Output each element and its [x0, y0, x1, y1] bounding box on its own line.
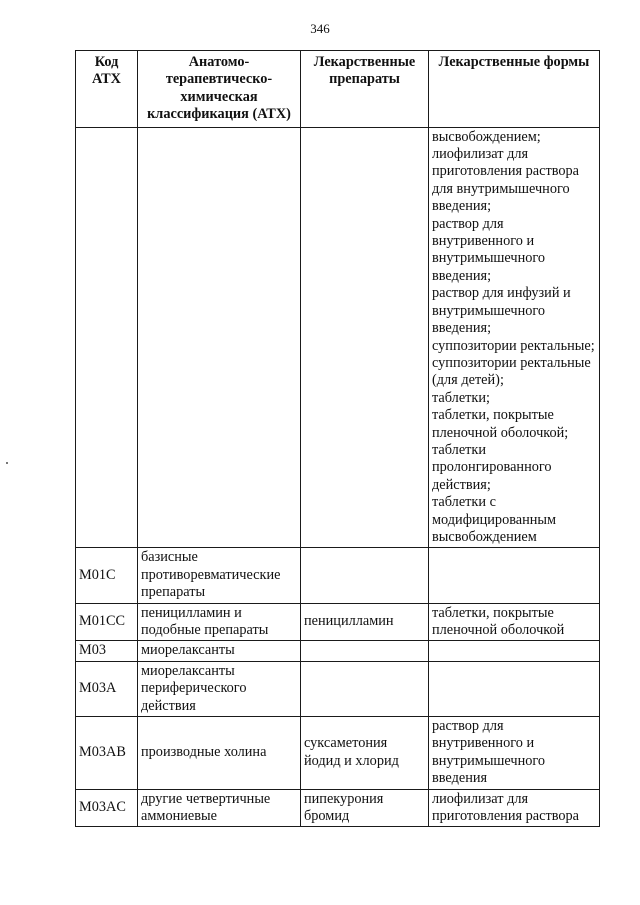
header-classification: Анатомо-терапевтическо-химическая классификация (АТХ)	[138, 51, 301, 128]
cell-drug	[301, 127, 429, 548]
form-item: раствор для инфузий и внутримышечного введения;	[432, 285, 571, 337]
page-number: 346	[310, 21, 330, 36]
table-row	[76, 661, 600, 716]
table-row	[76, 548, 600, 603]
cell-forms	[429, 548, 600, 603]
cell-classification: базисные противоревматические препараты	[138, 548, 301, 603]
header-drugs: Лекарственные препараты	[301, 51, 429, 128]
cell-classification	[138, 127, 301, 548]
cell-drug: пеницилламин	[301, 603, 429, 641]
form-item: таблетки с модифицированным высвобождением	[432, 494, 557, 545]
form-item: таблетки пролонгированного действия;	[432, 441, 552, 493]
form-item: высвобождением;	[432, 128, 541, 145]
form-item: раствор для внутривенного и внутримышечного введения;	[432, 215, 546, 284]
cell-drug	[301, 661, 429, 716]
table-row	[76, 789, 600, 827]
cell-forms	[429, 789, 600, 827]
cell-drug: пипекурония бромид	[301, 789, 429, 827]
form-item: лиофилизат для приготовления раствора	[432, 790, 580, 825]
atc-drug-table	[75, 50, 600, 827]
form-item: таблетки;	[432, 389, 490, 406]
header-code: Код АТХ	[76, 51, 138, 128]
cell-code: M03	[76, 641, 138, 661]
cell-code: M03A	[76, 661, 138, 716]
form-item: таблетки, покрытые пленочной оболочкой	[432, 604, 565, 638]
cell-code: M01C	[76, 548, 138, 603]
cell-classification: миорелаксанты периферического действия	[138, 661, 301, 716]
cell-classification: другие четвертичные аммониевые	[138, 789, 301, 827]
scan-artifact-dot	[6, 462, 8, 464]
cell-forms	[429, 641, 600, 661]
cell-forms	[429, 717, 600, 790]
cell-forms	[429, 603, 600, 641]
table-row	[76, 603, 600, 641]
cell-code: M03AB	[76, 717, 138, 790]
table-row-continuation	[76, 127, 600, 548]
form-item: суппозитории ректальные;	[432, 337, 595, 354]
form-item: таблетки, покрытые пленочной оболочкой;	[432, 407, 569, 441]
cell-classification: миорелаксанты	[138, 641, 301, 661]
form-item: суппозитории ректальные (для детей);	[432, 354, 591, 389]
form-item: раствор для внутривенного и внутримышечного введения	[432, 718, 546, 787]
table-header-row	[76, 51, 600, 128]
cell-drug	[301, 641, 429, 661]
cell-classification: пеницилламин и подобные препараты	[138, 603, 301, 641]
cell-code	[76, 127, 138, 548]
cell-drug	[301, 548, 429, 603]
cell-drug: суксаметония йодид и хлорид	[301, 717, 429, 790]
header-forms: Лекарственные формы	[429, 51, 600, 128]
cell-code: M01CC	[76, 603, 138, 641]
cell-forms	[429, 661, 600, 716]
table-row	[76, 641, 600, 661]
cell-code: M03AC	[76, 789, 138, 827]
form-item: лиофилизат для приготовления раствора для внутримышечного введения;	[432, 146, 580, 215]
table-row	[76, 717, 600, 790]
cell-classification: производные холина	[138, 717, 301, 790]
cell-forms	[429, 127, 600, 548]
